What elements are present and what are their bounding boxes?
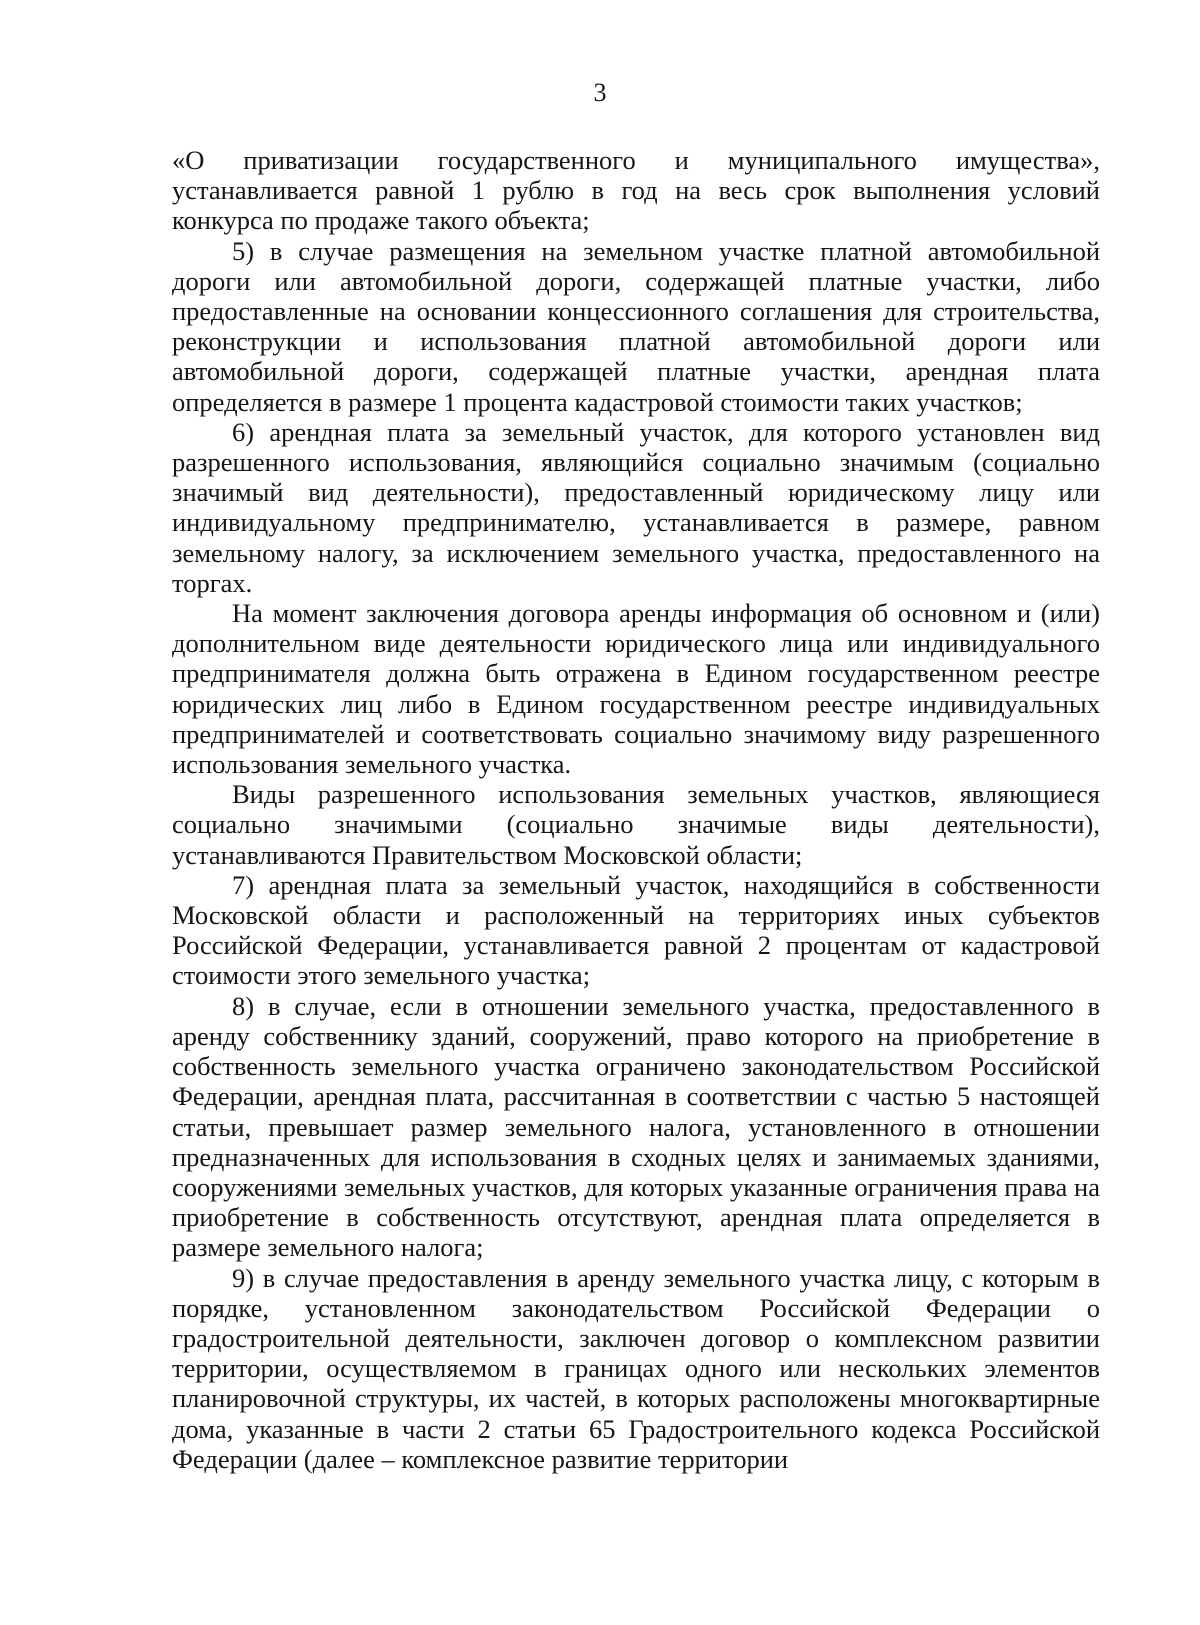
paragraph-item-7: 7) арендная плата за земельный участок, находящийся в собственности Московской области и расположенный на территориях иных субъектов Российской Федерации, устанавливается равной 2 процентам от кадастровой стоимости этого земельного участка; <box>172 869 1100 991</box>
paragraph-item-6: 6) арендная плата за земельный участок, для которого установлен вид разрешенного использования, являющийся социально значимым (социально значимый вид деятельности), предоставленный юридическому лицу или индивидуальному предпринимателю, устанавливается в размере, равном земельному налогу, за исключением земельного участка, предоставленного на торгах. <box>172 416 1100 598</box>
paragraph-activity-info: На момент заключения договора аренды информация об основном и (или) дополнительном виде деятельности юридического лица или индивидуального предпринимателя должна быть отражена в Едином государственном реестре юридических лиц либо в Едином государственном реестре индивидуальных предпринимателей и соответствовать социально значимому виду разрешенного использования земельного участка. <box>172 598 1100 780</box>
paragraph-item-9: 9) в случае предоставления в аренду земельного участка лицу, с которым в порядке, установленном законодательством Российской Федерации о градостроительной деятельности, заключен договор о комплексном развитии территории, осуществляемом в границах одного или нескольких элементов планировочной структуры, их частей, в которых расположены многоквартирные дома, указанные в части 2 статьи 65 Градостроительного кодекса Российской Федерации (далее – комплексное развитие территории <box>172 1262 1100 1474</box>
paragraph-item-8: 8) в случае, если в отношении земельного участка, предоставленного в аренду собственнику зданий, сооружений, право которого на приобретение в собственность земельного участка ограничено законодательством Российской Федерации, арендная плата, рассчитанная в соответствии с частью 5 настоящей статьи, превышает размер земельного налога, установленного в отношении предназначенных для использования в сходных целях и занимаемых зданиями, сооружениями земельных участков, для которых указанные ограничения права на приобретение в собственность отсутствуют, арендная плата определяется в размере земельного налога; <box>172 990 1100 1263</box>
paragraph-permitted-use-types: Виды разрешенного использования земельных участков, являющиеся социально значимыми (социально значимые виды деятельности), устанавливаются Правительством Московской области; <box>172 779 1100 870</box>
paragraph-item-5: 5) в случае размещения на земельном участке платной автомобильной дороги или автомобильной дороги, содержащей платные участки, либо предоставленные на основании концессионного соглашения для строительства, реконструкции и использования платной автомобильной дороги или автомобильной дороги, содержащей платные участки, арендная плата определяется в размере 1 процента кадастровой стоимости таких участков; <box>172 235 1100 417</box>
page-number: 3 <box>593 78 607 107</box>
document-body <box>172 145 1100 1474</box>
paragraph-continuation: «О приватизации государственного и муниципального имущества», устанавливается равной 1 рублю в год на весь срок выполнения условий конкурса по продаже такого объекта; <box>172 145 1100 236</box>
